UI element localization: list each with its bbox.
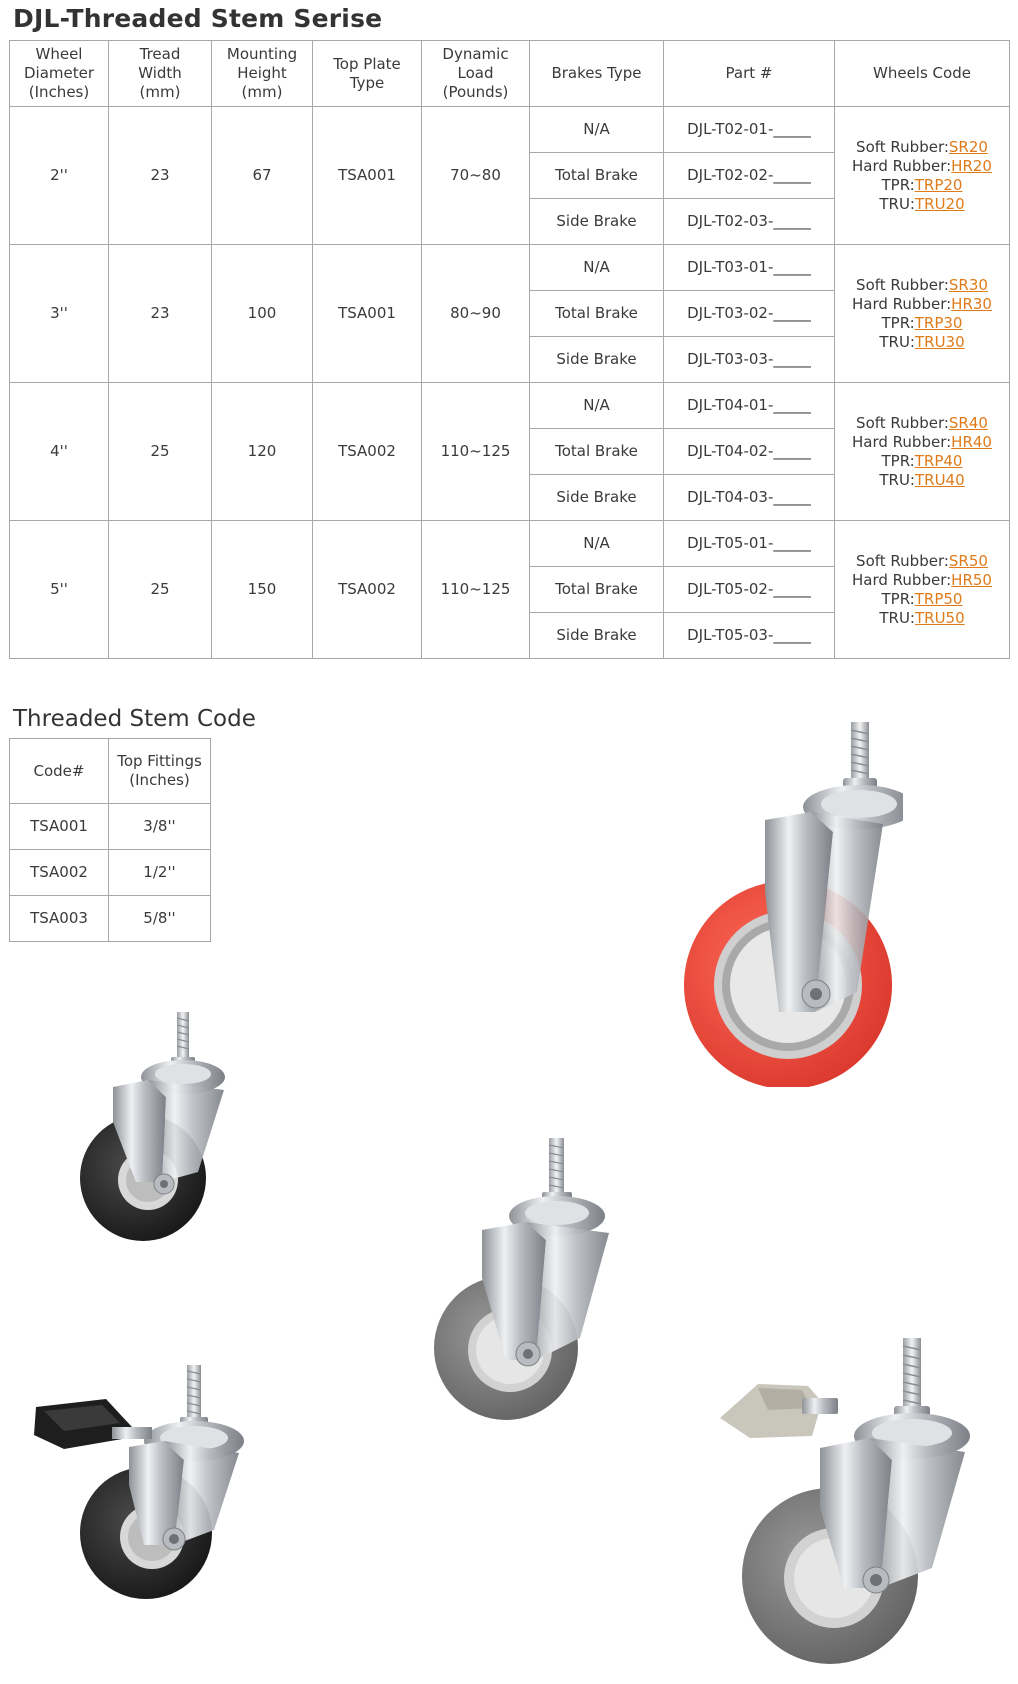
cell-brake: Side Brake (530, 475, 664, 521)
red-tpr-caster-photo (683, 722, 903, 1087)
wheel-code-line: TPR:TRP40 (881, 451, 963, 470)
cell-stem-size: 3/8'' (109, 804, 211, 850)
cell-diameter: 2'' (10, 107, 109, 245)
cell-tread: 25 (109, 521, 212, 659)
spec-header-row (10, 41, 1010, 107)
header-dynamic-load: Dynamic Load (Pounds) (422, 41, 530, 107)
cell-part: DJL-T04-01-_____ (664, 383, 835, 429)
cell-part: DJL-T02-03-_____ (664, 199, 835, 245)
wheel-code-link[interactable]: TRU50 (914, 608, 965, 627)
cell-load: 70~80 (422, 107, 530, 245)
cell-stem-code: TSA002 (10, 850, 109, 896)
cell-plate: TSA001 (313, 107, 422, 245)
wheel-code-line: TRU:TRU30 (879, 332, 965, 351)
wheel-code-line: TPR:TRP20 (881, 175, 963, 194)
wheel-code-link[interactable]: TRP40 (914, 451, 963, 470)
cell-wheels-code (835, 383, 1010, 521)
wheel-code-link[interactable]: SR50 (948, 551, 988, 570)
cell-load: 110~125 (422, 521, 530, 659)
cell-plate: TSA001 (313, 245, 422, 383)
cell-height: 150 (212, 521, 313, 659)
cell-tread: 25 (109, 383, 212, 521)
cell-height: 67 (212, 107, 313, 245)
wheel-code-line: TPR:TRP50 (881, 589, 963, 608)
cell-brake: N/A (530, 245, 664, 291)
cell-part: DJL-T04-03-_____ (664, 475, 835, 521)
cell-part: DJL-T05-03-_____ (664, 613, 835, 659)
grey-caster-photo (434, 1138, 614, 1423)
stem-header-row (10, 739, 211, 804)
cell-wheels-code (835, 107, 1010, 245)
wheel-code-link[interactable]: HR20 (951, 156, 992, 175)
wheel-code-link[interactable]: TRP20 (914, 175, 963, 194)
cell-brake: Side Brake (530, 337, 664, 383)
table-row (10, 383, 1010, 429)
cell-brake: Side Brake (530, 199, 664, 245)
spec-table (9, 40, 1010, 659)
table-row (10, 896, 211, 942)
wheel-code-link[interactable]: SR20 (948, 137, 988, 156)
header-mounting-height: Mounting Height (mm) (212, 41, 313, 107)
wheel-code-link[interactable]: TRU20 (914, 194, 965, 213)
cell-brake: Total Brake (530, 429, 664, 475)
wheel-code-link[interactable]: TRP50 (914, 589, 963, 608)
cell-part: DJL-T04-02-_____ (664, 429, 835, 475)
header-top-fittings: Top Fittings (Inches) (109, 739, 211, 804)
header-code: Code# (10, 739, 109, 804)
header-brakes-type: Brakes Type (530, 41, 664, 107)
cell-diameter: 3'' (10, 245, 109, 383)
header-wheel-diameter: Wheel Diameter (Inches) (10, 41, 109, 107)
header-tread-width: Tread Width (mm) (109, 41, 212, 107)
table-row (10, 107, 1010, 153)
stem-code-table (9, 738, 211, 942)
table-row (10, 804, 211, 850)
wheel-code-line: Soft Rubber:SR40 (856, 413, 988, 432)
wheel-code-link[interactable]: HR30 (951, 294, 992, 313)
cell-brake: N/A (530, 521, 664, 567)
cell-plate: TSA002 (313, 521, 422, 659)
wheel-code-link[interactable]: SR40 (948, 413, 988, 432)
grey-brake-caster-photo (720, 1338, 980, 1668)
stem-code-title: Threaded Stem Code (13, 706, 256, 732)
cell-brake: N/A (530, 383, 664, 429)
cell-height: 100 (212, 245, 313, 383)
header-top-plate-type: Top Plate Type (313, 41, 422, 107)
cell-part: DJL-T03-03-_____ (664, 337, 835, 383)
cell-part: DJL-T03-02-_____ (664, 291, 835, 337)
cell-diameter: 5'' (10, 521, 109, 659)
wheel-code-line: Hard Rubber:HR50 (852, 570, 992, 589)
wheel-code-line: TRU:TRU50 (879, 608, 965, 627)
wheel-code-line: TRU:TRU40 (879, 470, 965, 489)
black-brake-caster-photo (34, 1365, 249, 1605)
black-small-caster-photo (78, 1012, 233, 1245)
wheel-code-line: TPR:TRP30 (881, 313, 963, 332)
wheel-code-line: Hard Rubber:HR40 (852, 432, 992, 451)
cell-wheels-code (835, 521, 1010, 659)
wheel-code-link[interactable]: TRP30 (914, 313, 963, 332)
cell-stem-size: 1/2'' (109, 850, 211, 896)
header-wheels-code: Wheels Code (835, 41, 1010, 107)
cell-tread: 23 (109, 245, 212, 383)
cell-wheels-code (835, 245, 1010, 383)
cell-diameter: 4'' (10, 383, 109, 521)
cell-part: DJL-T05-02-_____ (664, 567, 835, 613)
cell-tread: 23 (109, 107, 212, 245)
cell-part: DJL-T02-01-_____ (664, 107, 835, 153)
cell-part: DJL-T02-02-_____ (664, 153, 835, 199)
table-row (10, 850, 211, 896)
wheel-code-line: Soft Rubber:SR50 (856, 551, 988, 570)
page-title: DJL-Threaded Stem Serise (13, 4, 383, 33)
cell-brake: Total Brake (530, 291, 664, 337)
wheel-code-link[interactable]: TRU40 (914, 470, 965, 489)
wheel-code-link[interactable]: HR40 (951, 432, 992, 451)
wheel-code-line: TRU:TRU20 (879, 194, 965, 213)
wheel-code-link[interactable]: SR30 (948, 275, 988, 294)
cell-stem-code: TSA001 (10, 804, 109, 850)
cell-stem-size: 5/8'' (109, 896, 211, 942)
cell-load: 80~90 (422, 245, 530, 383)
cell-plate: TSA002 (313, 383, 422, 521)
wheel-code-line: Soft Rubber:SR20 (856, 137, 988, 156)
cell-part: DJL-T03-01-_____ (664, 245, 835, 291)
table-row (10, 245, 1010, 291)
wheel-code-link[interactable]: HR50 (951, 570, 992, 589)
cell-brake: Side Brake (530, 613, 664, 659)
table-row (10, 521, 1010, 567)
wheel-code-line: Soft Rubber:SR30 (856, 275, 988, 294)
wheel-code-line: Hard Rubber:HR20 (852, 156, 992, 175)
cell-brake: N/A (530, 107, 664, 153)
wheel-code-line: Hard Rubber:HR30 (852, 294, 992, 313)
cell-brake: Total Brake (530, 153, 664, 199)
cell-part: DJL-T05-01-_____ (664, 521, 835, 567)
cell-stem-code: TSA003 (10, 896, 109, 942)
cell-load: 110~125 (422, 383, 530, 521)
cell-brake: Total Brake (530, 567, 664, 613)
header-part: Part # (664, 41, 835, 107)
cell-height: 120 (212, 383, 313, 521)
wheel-code-link[interactable]: TRU30 (914, 332, 965, 351)
